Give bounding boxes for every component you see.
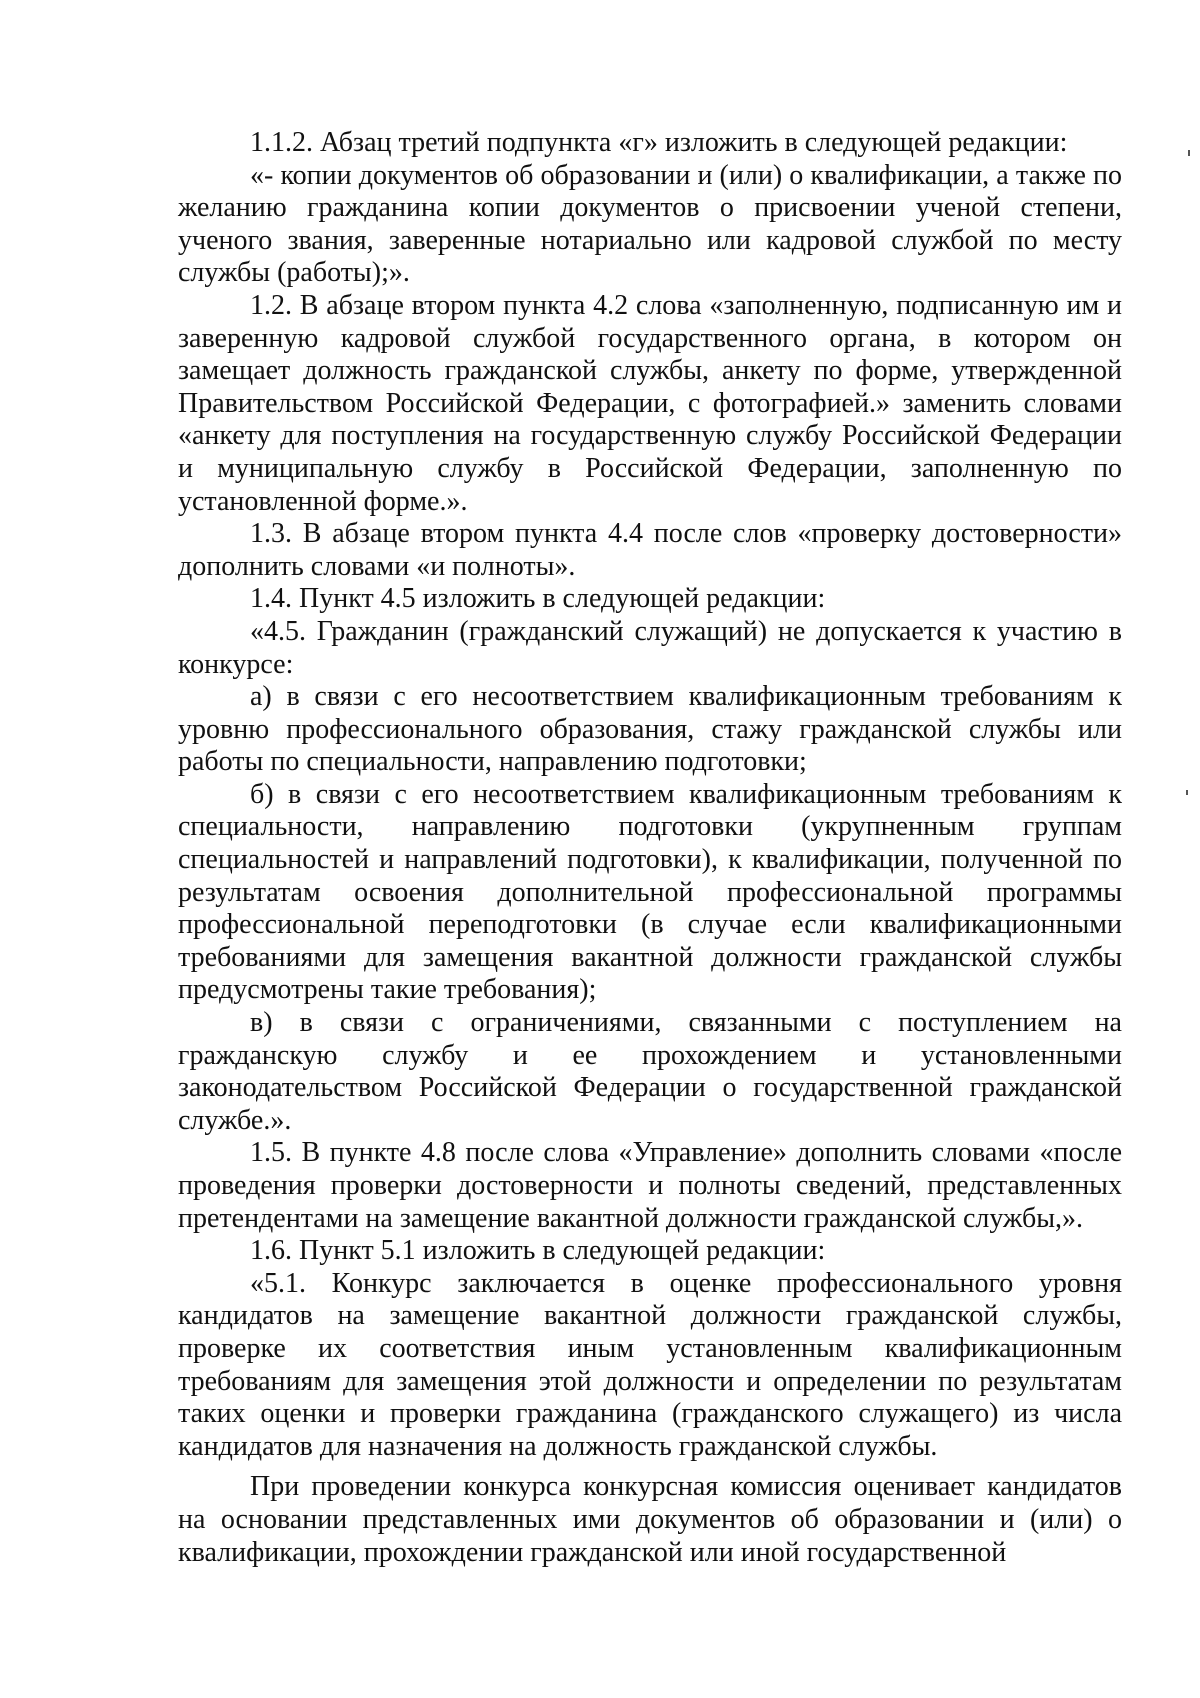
paragraph-1-5: 1.5. В пункте 4.8 после слова «Управление» дополнить словами «после проведения проверки достоверности и полноты сведений, представленных претендентами на замещение вакантной должности гражданской службы,». [178,1137,1122,1234]
paragraph-1-6: 1.6. Пункт 5.1 изложить в следующей редакции: [250,1235,826,1267]
scan-mark [1186,790,1188,795]
paragraph-item-a: а) в связи с его несоответствием квалификационным требованиям к уровню профессионального образования, стажу гражданской службы или работы по специальности, направлению подготовки; [178,681,1122,778]
paragraph-item-v: в) в связи с ограничениями, связанными с поступлением на гражданскую службу и ее прохождением и установленными законодательством Российской Федерации о государственной гражданской службе.». [178,1007,1122,1136]
paragraph-5-1: «5.1. Конкурс заключается в оценке профессионального уровня кандидатов на замещение вакантной должности гражданской службы, проверке их соответствия иным установленным квалификационным требованиям для замещения этой должности и определении по результатам таких оценки и проверки гражданина (гражданского служащего) из числа кандидатов для назначения на должность гражданской службы. [178,1267,1122,1462]
paragraph-4-5: «4.5. Гражданин (гражданский служащий) не допускается к участию в конкурсе: [178,615,1122,680]
document-body [178,127,1122,1569]
paragraph-1-2: 1.2. В абзаце втором пункта 4.2 слова «заполненную, подписанную им и заверенную кадровой службой государственного органа, в котором он замещает должность гражданской службы, анкету по форме, утвержденной Правительством Российской Федерации, с фотографией.» заменить словами «анкету для поступления на государственную службу Российской Федерации и муниципальную службу в Российской Федерации, заполненную по установленной форме.». [178,289,1122,517]
paragraph-item-b: б) в связи с его несоответствием квалификационным требованиям к специальности, направлению подготовки (укрупненным группам специальностей и направлений подготовки), к квалификации, полученной по результатам освоения дополнительной профессиональной программы профессиональной переподготовки (в случае если квалификационными требованиями для замещения вакантной должности гражданской службы предусмотрены такие требования); [178,778,1122,1006]
scan-mark [1188,150,1190,156]
paragraph-quote-documents: «- копии документов об образовании и (или) о квалификации, а также по желанию гражданина копии документов о присвоении ученой степени, ученого звания, заверенные нотариально или кадровой службой по месту службы (работы);». [178,159,1122,289]
paragraph-1-1-2: 1.1.2. Абзац третий подпункта «г» изложить в следующей редакции: [250,127,1068,158]
paragraph-1-3: 1.3. В абзаце втором пункта 4.4 после слов «проверку достоверности» дополнить словами «и полноты». [178,518,1122,582]
paragraph-commission: При проведении конкурса конкурсная комиссия оценивает кандидатов на основании представленных ими документов об образовании и (или) о квалификации, прохождении гражданской или иной государственной [178,1471,1122,1568]
paragraph-1-4: 1.4. Пункт 4.5 изложить в следующей редакции: [250,583,826,615]
